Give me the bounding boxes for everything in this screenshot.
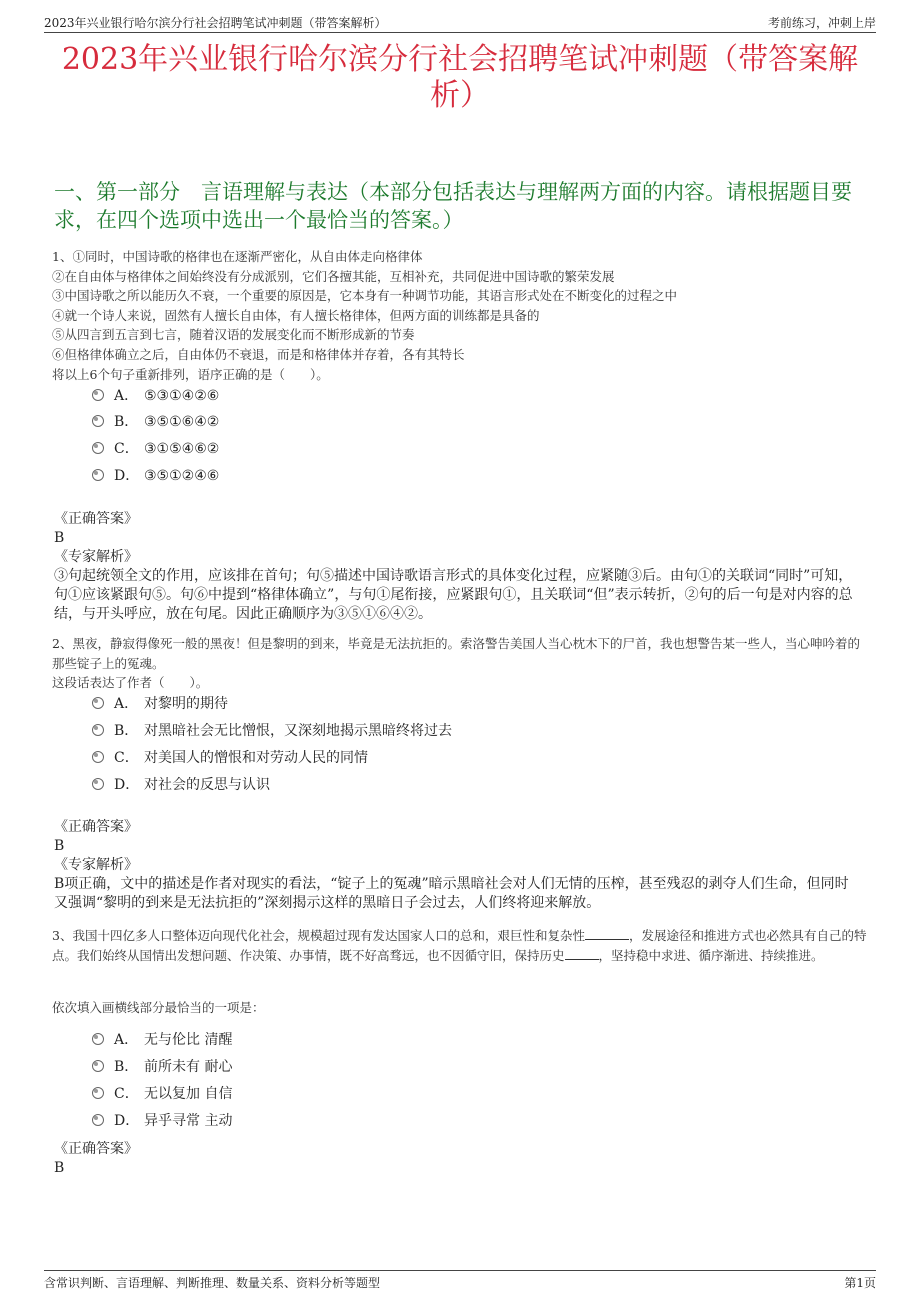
option-text: 对黎明的期待 <box>144 696 228 712</box>
q2-passage: 2、黑夜，静寂得像死一般的黑夜！但是黎明的到来，毕竟是无法抗拒的。索洛警告美国人当心枕木下的尸首，我也想警告某一些人，当心呻吟着的那些锭子上的冤魂。 <box>52 636 860 671</box>
q1-option-b[interactable] <box>92 412 219 432</box>
q3-option-a[interactable] <box>92 1030 232 1050</box>
q2-option-a[interactable] <box>92 694 228 714</box>
option-key: D． <box>114 1113 140 1129</box>
option-key: A． <box>114 696 139 712</box>
radio-icon[interactable] <box>92 724 104 736</box>
analysis-label: 《专家解析》 <box>54 549 138 565</box>
q3-answer-block <box>54 1140 860 1178</box>
page-footer <box>44 1270 876 1295</box>
radio-icon[interactable] <box>92 751 104 763</box>
question-3-stem <box>52 998 868 1018</box>
option-text: 对黑暗社会无比憎恨，又深刻地揭示黑暗终将过去 <box>144 723 452 739</box>
option-key: C． <box>114 441 139 457</box>
option-key: C． <box>114 750 139 766</box>
radio-icon[interactable] <box>92 389 104 401</box>
analysis-text: ③句起统领全文的作用，应该排在首句；句⑤描述中国诗歌语言形式的具体变化过程，应紧随③后。由句①的关联词“同时”可知，句①应该紧跟句⑤。句⑥中提到“格律体确立”，与句①尾衔接，应紧跟句①，且关联词“但”表示转折，②句的后一句是对内容的总结，与开头呼应，放在句尾。因此正确顺序为③⑤①⑥④②。 <box>54 568 853 622</box>
option-text: ③⑤①②④⑥ <box>144 468 220 484</box>
q2-stem: 这段话表达了作者（ ）。 <box>52 675 209 691</box>
q3-passage-part: 3、我国十四亿多人口整体迈向现代化社会，规模超过现有发达国家人口的总和，艰巨性和复杂性 <box>52 928 585 943</box>
section-heading: 一、第一部分 言语理解与表达（本部分包括表达与理解两方面的内容。请根据题目要求，在四个选项中选出一个最恰当的答案。） <box>54 180 852 232</box>
answer-value: B <box>54 530 65 546</box>
answer-value: B <box>54 838 65 854</box>
answer-label: 《正确答案》 <box>54 511 138 527</box>
option-key: D． <box>114 468 140 484</box>
radio-icon[interactable] <box>92 442 104 454</box>
radio-icon[interactable] <box>92 415 104 427</box>
radio-icon[interactable] <box>92 1114 104 1126</box>
option-key: D． <box>114 777 140 793</box>
q1-line: ④就一个诗人来说，固然有人擅长自由体，有人擅长格律体，但两方面的训练都是具备的 <box>52 307 540 323</box>
q2-option-b[interactable] <box>92 721 452 741</box>
answer-value: B <box>54 1160 65 1176</box>
q1-line: ⑥但格律体确立之后，自由体仍不衰退，而是和格律体并存着，各有其特长 <box>52 346 465 362</box>
radio-icon[interactable] <box>92 1060 104 1072</box>
q1-line: ③中国诗歌之所以能历久不衰，一个重要的原因是，它本身有一种调节功能，其语言形式处在不断变化的过程之中 <box>52 288 678 304</box>
q2-option-c[interactable] <box>92 748 368 768</box>
option-text: 无与伦比 清醒 <box>144 1032 233 1048</box>
option-text: ③⑤①⑥④② <box>144 414 220 430</box>
q3-option-c[interactable] <box>92 1084 232 1104</box>
header-title: 2023年兴业银行哈尔滨分行社会招聘笔试冲刺题（带答案解析） <box>44 16 387 30</box>
q3-passage-part: ，坚持稳中求进、循序渐进、持续推进。 <box>598 947 824 963</box>
footer-note: 含常识判断、言语理解、判断推理、数量关系、资料分析等题型 <box>44 1276 381 1290</box>
question-1-text <box>52 247 868 384</box>
answer-label: 《正确答案》 <box>54 819 138 835</box>
analysis-text: B项正确，文中的描述是作者对现实的看法，“锭子上的冤魂”暗示黑暗社会对人们无情的压榨，甚至残忍的剥夺人们生命，但同时又强调“黎明的到来是无法抗拒的”深刻揭示这样的黑暗日子会过去，人们终将迎来解放。 <box>54 876 849 911</box>
q2-answer-block <box>54 818 860 913</box>
analysis-label: 《专家解析》 <box>54 857 138 873</box>
q3-passage <box>52 926 868 965</box>
q1-line: ⑤从四言到五言到七言，随着汉语的发展变化而不断形成新的节奏 <box>52 327 415 343</box>
radio-icon[interactable] <box>92 697 104 709</box>
q1-option-a[interactable] <box>92 386 219 406</box>
radio-icon[interactable] <box>92 778 104 790</box>
option-key: B． <box>114 1059 139 1075</box>
q1-option-d[interactable] <box>92 466 219 486</box>
option-text: ⑤③①④②⑥ <box>144 388 220 404</box>
question-2-text <box>52 634 868 693</box>
page-number: 第1页 <box>844 1276 876 1290</box>
option-key: A． <box>114 1032 139 1048</box>
header-slogan: 考前练习，冲刺上岸 <box>767 16 876 30</box>
q1-answer-block <box>54 510 860 624</box>
answer-label: 《正确答案》 <box>54 1141 138 1157</box>
page-title: 2023年兴业银行哈尔滨分行社会招聘笔试冲刺题（带答案解析） <box>61 42 859 113</box>
option-key: B． <box>114 414 139 430</box>
radio-icon[interactable] <box>92 469 104 481</box>
radio-icon[interactable] <box>92 1087 104 1099</box>
option-key: C． <box>114 1086 139 1102</box>
q2-option-d[interactable] <box>92 775 270 795</box>
option-key: A． <box>114 388 139 404</box>
q3-option-d[interactable] <box>92 1111 232 1131</box>
q1-line: 将以上6个句子重新排列，语序正确的是（ ）。 <box>52 366 329 382</box>
option-text: 无以复加 自信 <box>144 1086 233 1102</box>
option-text: 对美国人的憎恨和对劳动人民的同情 <box>144 750 368 766</box>
option-text: ③①⑤④⑥② <box>144 441 220 457</box>
q1-option-c[interactable] <box>92 439 219 459</box>
fill-blank-2 <box>565 947 599 960</box>
q1-line: ②在自由体与格律体之间始终没有分成派别，它们各擅其能，互相补充，共同促进中国诗歌的繁荣发展 <box>52 268 615 284</box>
option-text: 对社会的反思与认识 <box>144 777 270 793</box>
question-3-text <box>52 926 868 965</box>
page-header <box>44 12 876 33</box>
option-text: 前所未有 耐心 <box>144 1059 233 1075</box>
fill-blank-1 <box>585 927 629 940</box>
q3-passage-part: ，发展途径和推进方式也必然具有自己的特点。我们始终从国情出发想问题、作决策、办事情，既不好高骛远，也不因循守旧，保持历史 <box>52 928 867 963</box>
q3-option-b[interactable] <box>92 1057 232 1077</box>
option-key: B． <box>114 723 139 739</box>
q3-stem: 依次填入画横线部分最恰当的一项是： <box>52 1000 265 1015</box>
q1-line: 1、①同时，中国诗歌的格律也在逐渐严密化，从自由体走向格律体 <box>52 249 423 264</box>
radio-icon[interactable] <box>92 1033 104 1045</box>
option-text: 异乎寻常 主动 <box>144 1113 233 1129</box>
